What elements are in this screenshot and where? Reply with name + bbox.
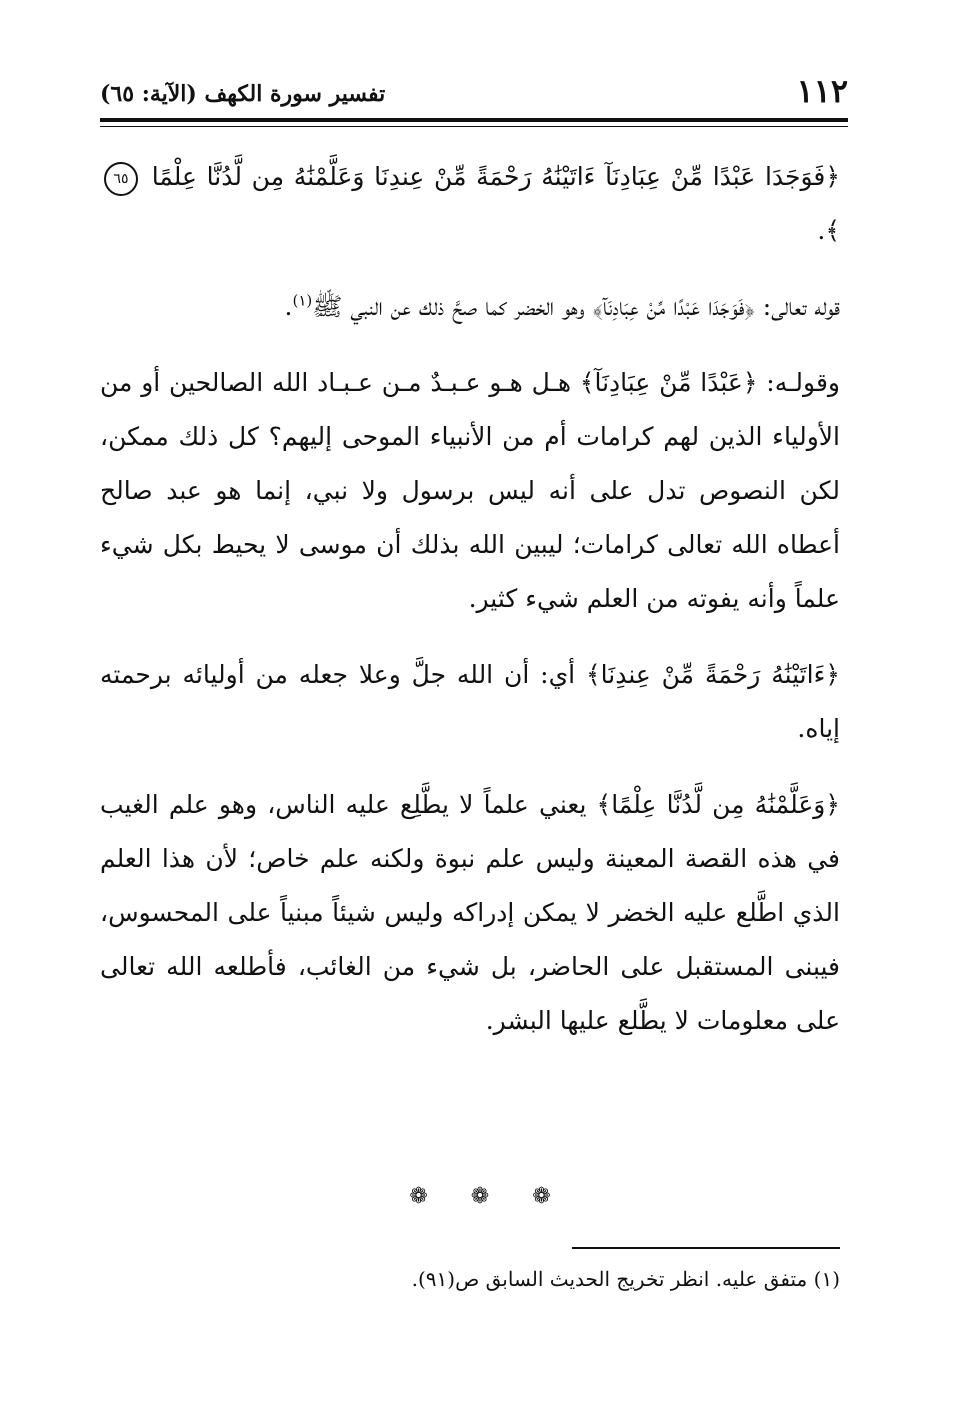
body-text [100, 150, 840, 1070]
verse-text: ﴿فَوَجَدَا عَبْدًا مِّنْ عِبَادِنَآ ءَاتَيْنَٰهُ رَحْمَةً مِّنْ عِندِنَا وَعَلَّمْنَٰهُ مِن لَّدُنَّا عِلْمًا [151, 162, 840, 191]
header-rule-thin [100, 126, 848, 127]
commentary-paragraph-1 [100, 280, 840, 334]
page-header [100, 72, 848, 118]
footnote-reference: (١) [292, 291, 313, 310]
verse-paragraph [100, 150, 840, 258]
ayah-number-marker: ٦٥ [104, 162, 138, 196]
verse-closing: ﴾. [817, 216, 840, 245]
footnote: (١) متفق عليه. انظر تخريج الحديث السابق ص(٩١). [411, 1267, 840, 1291]
header-rule-thick [100, 118, 848, 122]
commentary-paragraph-3: ﴿ءَاتَيْنَٰهُ رَحْمَةً مِّنْ عِندِنَا﴾ أي: أن الله جلَّ وعلا جعله من أوليائه برحمته إياه. [100, 660, 840, 743]
running-title: تفسير سورة الكهف (الآية: ٦٥) [100, 81, 386, 107]
commentary-paragraph-4: ﴿وَعَلَّمْنَٰهُ مِن لَّدُنَّا عِلْمًا﴾ يعني علماً لا يطَّلِع عليه الناس، وهو علم الغيب في هذه القصة المعينة وليس علم نبوة ولكنه علم خاص؛ لأن هذا العلم الذي اطَّلع عليه الخضر لا يمكن إدراكه وليس شيئاً مبنياً على المحسوس، فيبنى المستقبل على الحاضر، بل شيء من الغائب، فأطلعه الله تعالى على معلومات لا يطَّلع عليها البشر. [100, 790, 840, 1035]
footnote-rule [572, 1247, 840, 1249]
commentary-text: قوله تعالى: ﴿فَوَجَدَا عَبْدًا مِّنْ عِبَادِنَآ﴾ وهو الخضر كما صحَّ ذلك عن النبي ﷺ [312, 292, 840, 321]
section-separator: ❁ ❁ ❁ [409, 1184, 569, 1209]
page-number: ١١٢ [796, 72, 848, 110]
commentary-paragraph-2: وقولـه: ﴿عَبْدًا مِّنْ عِبَادِنَآ﴾ هـل هـو عـبـدٌ مـن عـبـاد الله الصالحين أو من الأولياء الذين لهم كرامات أم من الأنبياء الموحى إليهم؟ كل ذلك ممكن، لكن النصوص تدل على أنه ليس برسول ولا نبي، إنما هو عبد صالح أعطاه الله تعالى كرامات؛ ليبين الله بذلك أن موسى لا يحيط بكل شيء علماً وأنه يفوته من العلم شيء كثير. [100, 368, 840, 613]
commentary-end: . [284, 292, 293, 321]
